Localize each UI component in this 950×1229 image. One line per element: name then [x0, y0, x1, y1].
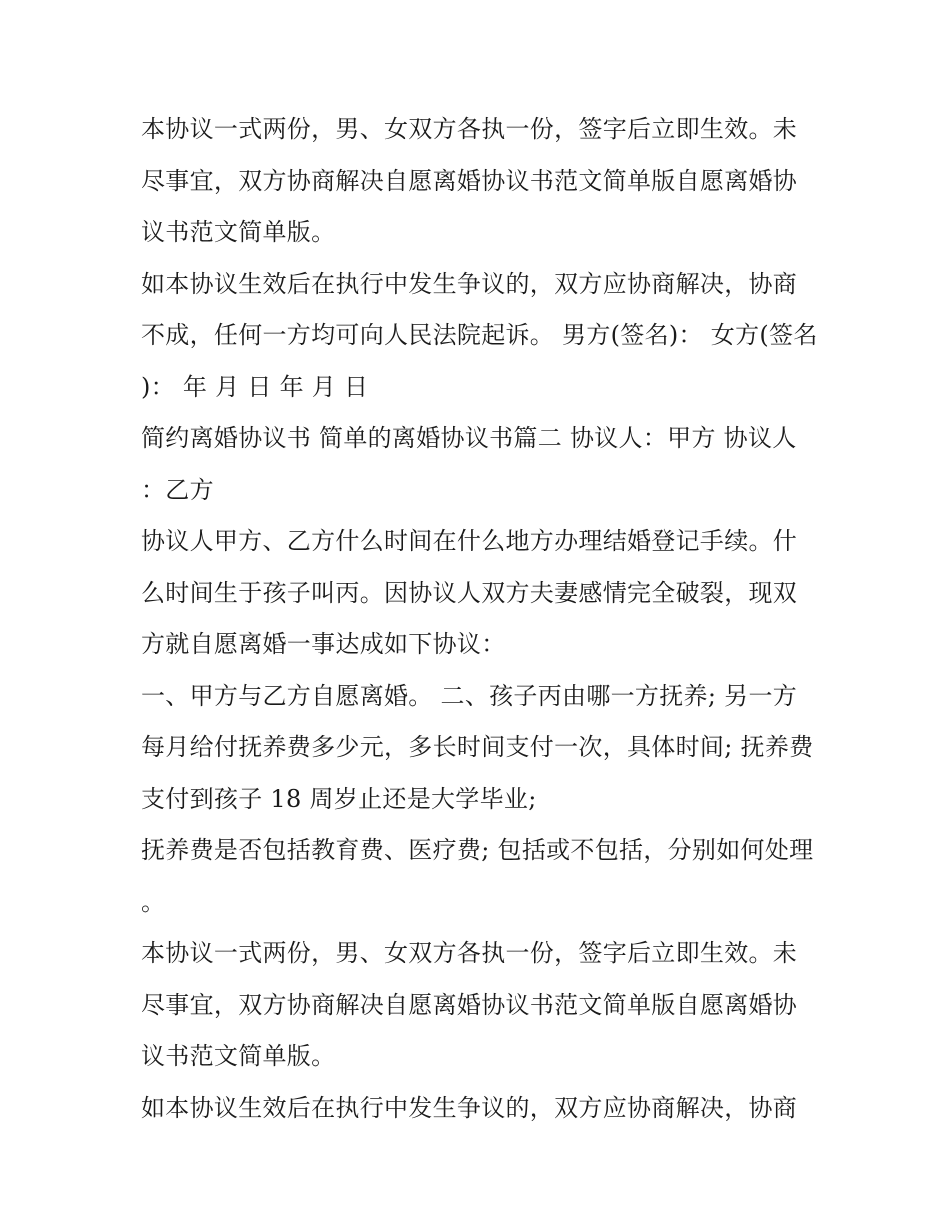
paragraph-dispute-repeat: 如本协议生效后在执行中发生争议的，双方应协商解决，协商 [141, 1093, 798, 1122]
paragraph-dispute-signature: 如本协议生效后在执行中发生争议的，双方应协商解决，协商不成，任何一方均可向人民法院起诉。 男方(签名)： 女方(签名)： 年 月 日 年 月 日 [141, 269, 818, 401]
paragraph-title-parties: 简约离婚协议书 简单的离婚协议书篇二 协议人：甲方 协议人：乙方 [141, 424, 797, 504]
paragraph-background: 协议人甲方、乙方什么时间在什么地方办理结婚登记手续。什么时间生于孩子叫丙。因协议人双方夫妻感情完全破裂，现双方就自愿离婚一事达成如下协议： [141, 527, 798, 658]
paragraph-custody-support: 一、甲方与乙方自愿离婚。 二、孩子丙由哪一方抚养; 另一方每月给付抚养费多少元，多长时间支付一次，具体时间; 抚养费支付到孩子 18 周岁止还是大学毕业; [141, 681, 814, 813]
document-body [141, 104, 819, 1134]
paragraph-support-scope: 抚养费是否包括教育费、医疗费; 包括或不包括，分别如何处理。 [141, 836, 814, 916]
paragraph-effect-clause: 本协议一式两份，男、女双方各执一份，签字后立即生效。未尽事宜，双方协商解决自愿离婚协议书范文简单版自愿离婚协议书范文简单版。 [141, 115, 798, 246]
paragraph-effect-clause-repeat: 本协议一式两份，男、女双方各执一份，签字后立即生效。未尽事宜，双方协商解决自愿离婚协议书范文简单版自愿离婚协议书范文简单版。 [141, 939, 798, 1070]
